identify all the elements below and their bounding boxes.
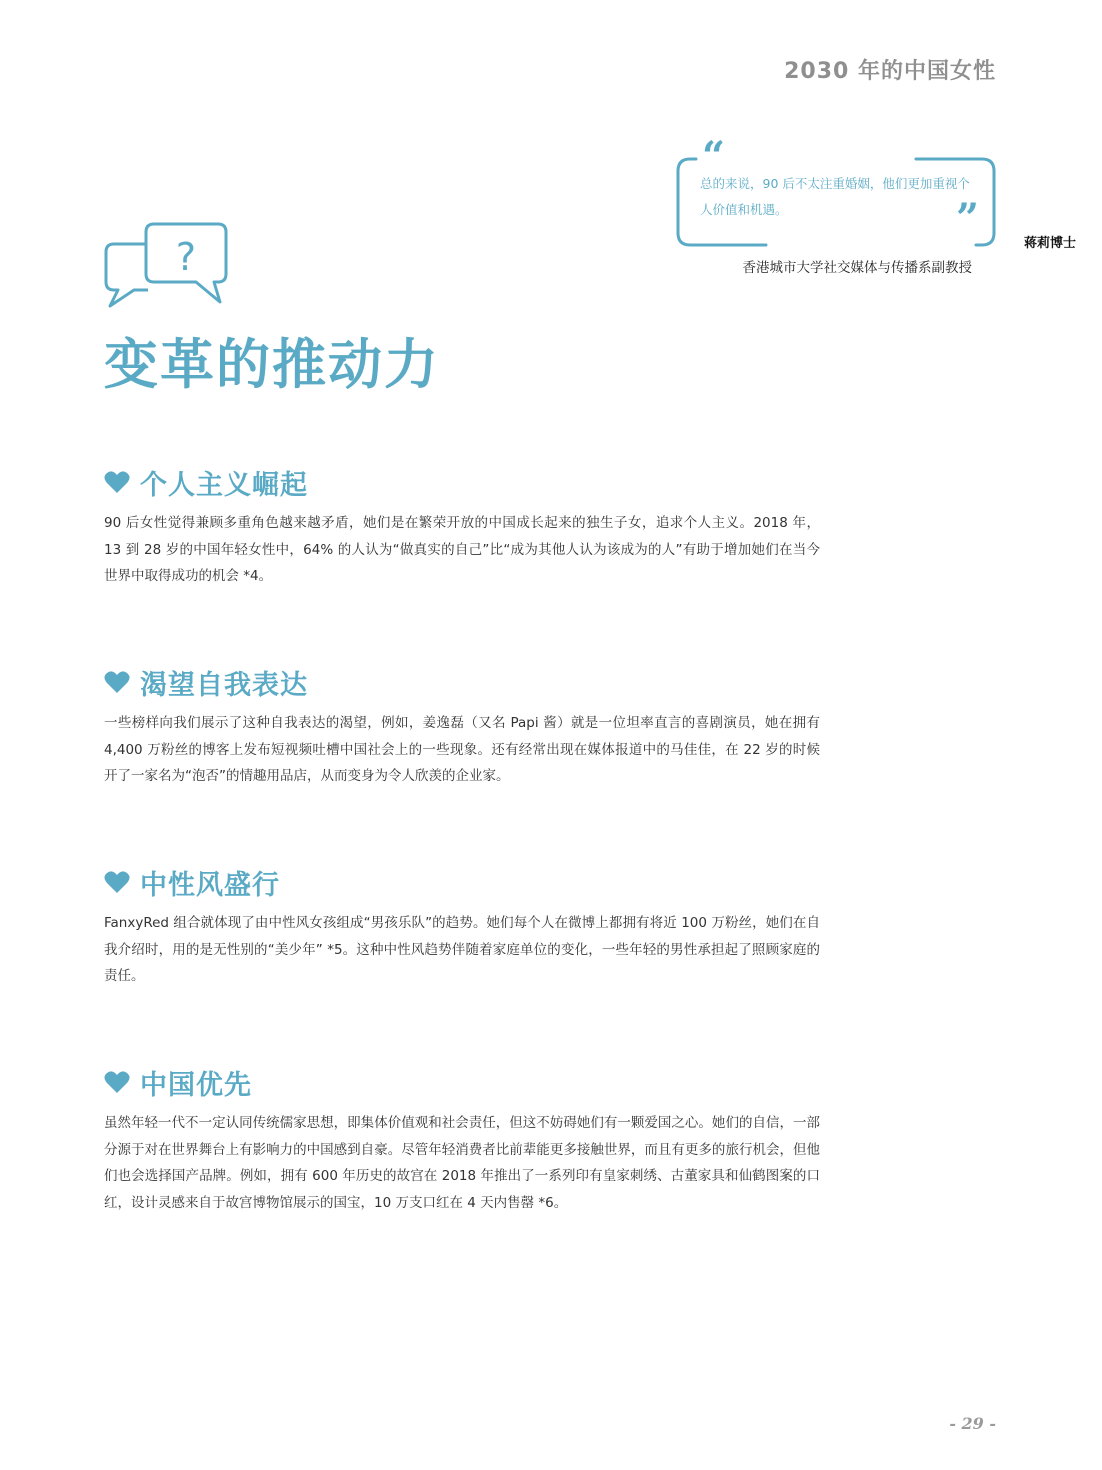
section-heading	[104, 664, 820, 700]
page-number: - 29 -	[949, 1414, 996, 1433]
heart-icon	[104, 670, 130, 694]
quote-text: 总的来说，90 后不太注重婚姻，他们更加重视个人价值和机遇。	[700, 176, 970, 217]
quote-box	[676, 133, 996, 245]
section-china-first	[104, 1064, 820, 1216]
section-heading-text: 中国优先	[140, 1069, 252, 1101]
open-quote-icon: “	[702, 133, 726, 180]
section-heading	[104, 464, 820, 500]
heart-icon	[104, 470, 130, 494]
section-body: 90 后女性觉得兼顾多重角色越来越矛盾，她们是在繁荣开放的中国成长起来的独生子女，追求个人主义。2018 年， 13 到 28 岁的中国年轻女性中，64% 的人认为“做真实的自己”比“成为其他人认为该成为的人”有助于增加她们在当今世界中取得成功的机会 *4。	[104, 515, 820, 584]
heart-icon	[104, 870, 130, 894]
section-body: 一些榜样向我们展示了这种自我表达的渴望，例如，姜逸磊（又名 Papi 酱）就是一位坦率直言的喜剧演员，她在拥有 4,400 万粉丝的博客上发布短视频吐槽中国社会上的一些现象。还有经常出现在媒体报道中的马佳佳，在 22 岁的时候开了一家名为“泡否”的情趣用品店，从而变身为令人欣羡的企业家。	[104, 715, 820, 784]
section-individualism	[104, 464, 820, 590]
section-gender-neutral	[104, 864, 820, 990]
quote-author: 蒋莉博士	[1023, 236, 1076, 251]
heart-icon	[104, 1070, 130, 1094]
section-body: FanxyRed 组合就体现了由中性风女孩组成“男孩乐队”的趋势。她们每个人在微博上都拥有将近 100 万粉丝，她们在自我介绍时，用的是无性别的“美少年” *5。这种中性风趋势伴随着家庭单位的变化，一些年轻的男性承担起了照顾家庭的责任。	[104, 915, 820, 984]
section-heading-text: 中性风盛行	[140, 869, 280, 901]
section-heading	[104, 1064, 820, 1100]
section-body: 虽然年轻一代不一定认同传统儒家思想，即集体价值观和社会责任，但这不妨碍她们有一颗爱国之心。她们的自信，一部分源于对在世界舞台上有影响力的中国感到自豪。尽管年轻消费者比前辈能更多接触世界，而且有更多的旅行机会，但他们也会选择国产品牌。例如，拥有 600 年历史的故宫在 2018 年推出了一系列印有皇家刺绣、古董家具和仙鹤图案的口红，设计灵感来自于故宫博物馆展示的国宝，10 万支口红在 4 天内售罄 *6。	[104, 1115, 820, 1211]
section-heading	[104, 864, 820, 900]
header-title: 2030 年的中国女性	[784, 59, 996, 84]
close-quote-icon: ”	[956, 195, 980, 242]
section-heading-text: 渴望自我表达	[140, 669, 308, 701]
svg-text:?: ?	[175, 235, 197, 279]
section-self-expression	[104, 664, 820, 790]
page-title: 变革的推动力	[104, 333, 440, 396]
quote-author-role: 香港城市大学社交媒体与传播系副教授	[742, 260, 972, 276]
speech-bubbles-question-icon	[104, 220, 234, 310]
section-heading-text: 个人主义崛起	[140, 469, 308, 501]
